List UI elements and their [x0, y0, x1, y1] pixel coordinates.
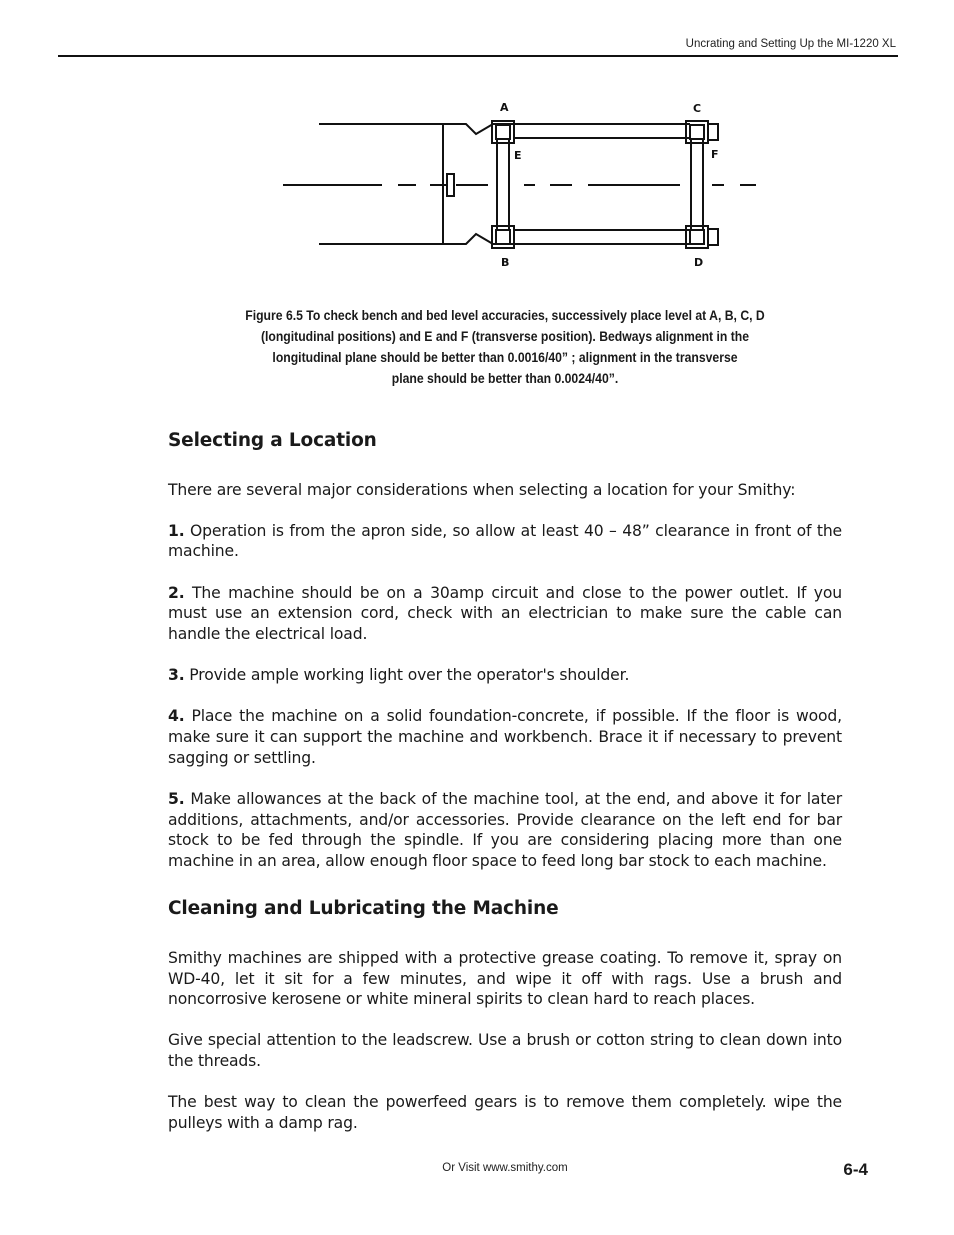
location-intro: There are several major considerations when selecting a location for your Smithy: [168, 481, 796, 499]
list-item [168, 665, 842, 686]
item-number: 2. [168, 583, 185, 602]
caption-line: Figure 6.5 To check bench and bed level accuracies, successively place level at A, B, C, D [245, 308, 765, 324]
caption-line: longitudinal plane should be better than 0.0016/40” ; alignment in the transverse [272, 350, 738, 366]
list-item [168, 521, 842, 562]
list-item [168, 706, 842, 768]
item-number: 5. [168, 790, 185, 809]
section-heading-location: Selecting a Location [168, 430, 377, 451]
footer-website: Or Visit www.smithy.com [442, 1162, 568, 1174]
point-label-f: F [711, 148, 719, 161]
item-text: Make allowances at the back of the machine tool, at the end, and above it for later additions, attachments, and/or accessories. Provide clearance on the left end for bar stock to be fed through the spindle. If you are considering placing more than one machine in an area, allow enough floor space to feed long bar stock to each machine. [168, 790, 843, 871]
level-block-d-cap [708, 229, 718, 245]
level-block-d-inner [690, 230, 704, 244]
item-text: The machine should be on a 30amp circuit and close to the power outlet. If you must use an extension cord, check with an electrician to make sure the cable can handle the electrical load. [168, 583, 842, 644]
item-number: 1. [168, 521, 185, 540]
list-item [168, 583, 842, 645]
spindle-nub [447, 174, 454, 196]
item-text: Place the machine on a solid foundation-concrete, if possible. If the floor is wood, make sure it can support the machine and workbench. Brace it if necessary to prevent sagging or settling. [168, 707, 842, 767]
headstock-bottom-notch [443, 234, 513, 244]
point-label-d: D [694, 256, 704, 269]
point-label-c: C [693, 102, 702, 115]
item-text: Provide ample working light over the operator's shoulder. [189, 666, 630, 685]
point-label-a: A [500, 101, 509, 114]
main-content [168, 426, 842, 1154]
list-item [168, 789, 842, 872]
level-block-b-inner [496, 230, 510, 244]
running-header-title: Uncrating and Setting Up the MI-1220 XL [685, 38, 896, 50]
cleaning-paragraph: Smithy machines are shipped with a protective grease coating. To remove it, spray on WD-40, let it sit for a few minutes, and wipe it off with rags. Use a brush and noncorrosive kerosene or white mineral spirits to clean hard to reach places. [168, 948, 842, 1009]
point-label-b: B [501, 256, 510, 269]
item-text: Operation is from the apron side, so allow at least 40 – 48” clearance in front of the machine. [168, 521, 842, 561]
cleaning-paragraph: Give special attention to the leadscrew. Use a brush or cotton string to clean down into the threads. [168, 1031, 842, 1071]
level-block-a-inner [496, 125, 510, 139]
level-block-c-inner [690, 125, 704, 139]
point-label-e: E [514, 149, 522, 162]
item-number: 3. [168, 666, 185, 685]
caption-line: (longitudinal positions) and E and F (transverse position). Bedways alignment in the [260, 329, 750, 345]
caption-line: plane should be better than 0.0024/40”. [391, 371, 619, 387]
bed-level-diagram [280, 98, 760, 270]
cleaning-paragraph: The best way to clean the powerfeed gears is to remove them completely. wipe the pulleys with a damp rag. [168, 1093, 842, 1133]
figure-6-5-diagram [280, 98, 760, 270]
level-block-c-cap [708, 124, 718, 140]
figure-caption [215, 306, 795, 390]
section-heading-cleaning: Cleaning and Lubricating the Machine [168, 897, 559, 919]
header-rule [58, 55, 898, 57]
item-number: 4. [168, 707, 185, 726]
page-number: 6-4 [843, 1160, 868, 1179]
